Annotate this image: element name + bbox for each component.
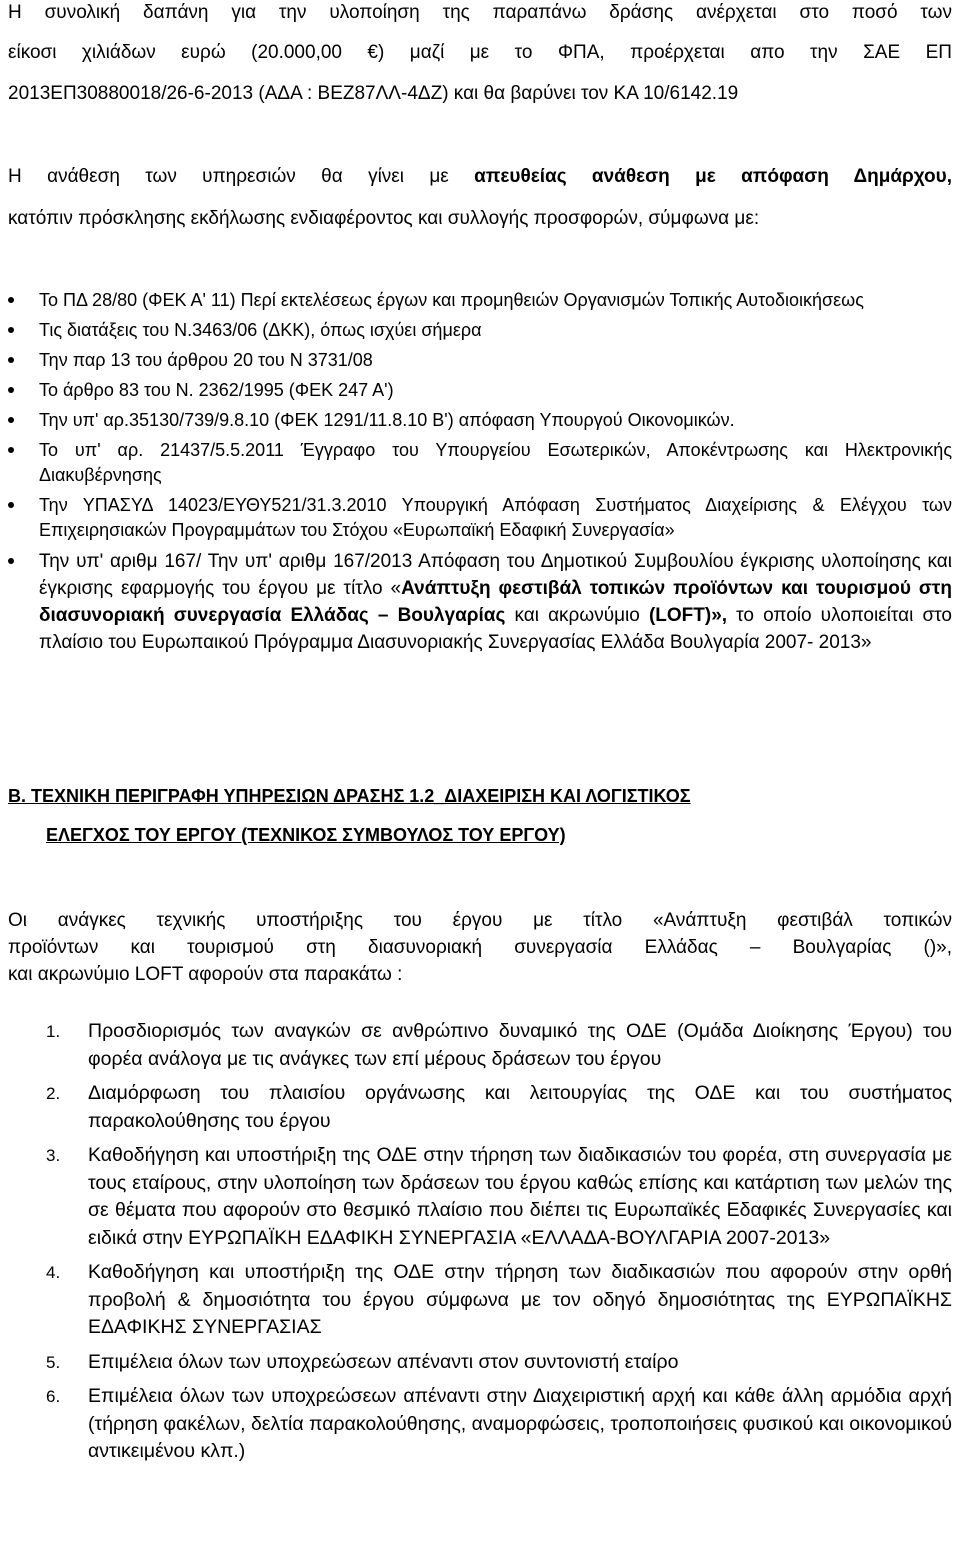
list-number: 1. [46, 1022, 61, 1041]
bullet-icon [8, 357, 14, 363]
list-item [0, 1259, 952, 1342]
list-item [0, 1349, 952, 1377]
list-number: 6. [46, 1387, 61, 1406]
bullet-icon [8, 447, 14, 453]
intro-line-2: είκοσι χιλιάδων ευρώ (20.000,00 €) μαζί με το ΦΠΑ, προέρχεται απο την ΣΑΕ ΕΠ [8, 42, 952, 63]
list-number: 5. [46, 1352, 61, 1372]
legal-last-part2: και ακρωνύμιο [505, 605, 649, 626]
list-item-text: Διαμόρφωση του πλαισίου οργάνωσης και λειτουργίας της ΟΔΕ και του συστήματος παρακολούθησης του έργου [88, 1082, 952, 1132]
bullet-icon [8, 297, 14, 303]
list-item [8, 408, 952, 433]
list-item [0, 1383, 952, 1466]
needs-intro-line-1: Οι ανάγκες τεχνικής υποστήριξης του έργου με τίτλο «Ανάπτυξη φεστιβάλ τοπικών [8, 910, 952, 931]
list-item-text: Το υπ' αρ. 21437/5.5.2011 Έγγραφο του Υπουργείου Εσωτερικών, Αποκέντρωσης και Ηλεκτρονικής Διακυβέρνησης [39, 440, 952, 485]
list-item-text: Τις διατάξεις του Ν.3463/06 (ΔΚΚ), όπως ισχύει σήμερα [39, 320, 482, 340]
bullet-icon [8, 558, 14, 564]
legal-last-part3: το οποίο υλοποιείται στο πλαίσιο του Ευρωπαικού Πρόγραμμα Διασυνοριακής Συνεργασίας Ελλάδα Βουλγαρία 2007- 2013» [39, 605, 952, 653]
section-heading-line-2: ΕΛΕΓΧΟΣ ΤΟΥ ΕΡΓΟΥ (ΤΕΧΝΙΚΟΣ ΣΥΜΒΟΥΛΟΣ ΤΟΥ ΕΡΓΟΥ) [46, 825, 566, 845]
legal-last-part1: Την υπ' αριθμ 167/ Την υπ' αριθμ 167/2013 Απόφαση του Δημοτικού Συμβουλίου έγκρισης υλοποίησης και έγκρισης εφαρμογής του έργου με τίτλο « [39, 551, 952, 599]
bullet-icon [8, 387, 14, 393]
list-item-text: Την ΥΠΑΣΥΔ 14023/ΕΥΘΥ521/31.3.2010 Υπουργική Απόφαση Συστήματος Διαχείρισης & Ελέγχου των Επιχειρησιακών Προγραμμάτων του Στόχου «Ευρωπαϊκή Εδαφική Συνεργασία» [39, 495, 952, 540]
assignment-bold: απευθείας ανάθεση με απόφαση Δημάρχου, [474, 166, 952, 187]
list-item-text: Την παρ 13 του άρθρου 20 του Ν 3731/08 [39, 350, 373, 370]
assignment-line-1 [8, 164, 952, 191]
bullet-icon [8, 502, 14, 508]
list-item-text: Το άρθρο 83 του Ν. 2362/1995 (ΦΕΚ 247 Α') [39, 380, 394, 400]
list-item-text: Το ΠΔ 28/80 (ΦΕΚ Α' 11) Περί εκτελέσεως έργων και προμηθειών Οργανισμών Τοπικής Αυτοδιοικήσεως [39, 290, 864, 310]
list-number: 3. [46, 1146, 61, 1165]
intro-line-3: 2013ΕΠ30880018/26-6-2013 (ΑΔΑ : ΒΕΖ87ΛΛ-4ΔΖ) και θα βαρύνει τον ΚΑ 10/6142.19 [8, 83, 739, 104]
intro-line-1: Η συνολική δαπάνη για την υλοποίηση της παραπάνω δράσης ανέρχεται στο ποσό των [8, 2, 952, 23]
list-item-text: Επιμέλεια όλων των υποχρεώσεων απέναντι στην Διαχειριστική αρχή και κάθε άλλη αρμόδια αρχή (τήρηση φακέλων, δελτία παρακολούθησης, αναμορφώσεις, τροποποιήσεις φυσικού και οικονομικού αντικειμένου κλπ.) [88, 1385, 952, 1462]
legal-basis-list [8, 288, 952, 661]
list-item-text: Την υπ' αρ.35130/739/9.8.10 (ΦΕΚ 1291/11.8.10 Β') απόφαση Υπουργού Οικονομικών. [39, 410, 735, 430]
list-item-text: Προσδιορισμός των αναγκών σε ανθρώπινο δυναμικό της ΟΔΕ (Ομάδα Διοίκησης Έργου) του φορέα ανάλογα με τις ανάγκες των επί μέρους δράσεων του έργου [88, 1020, 952, 1070]
list-item-text: Επιμέλεια όλων των υποχρεώσεων απέναντι στον συντονιστή εταίρο [88, 1350, 679, 1373]
list-item [8, 288, 952, 313]
list-item [0, 1018, 952, 1073]
list-item [8, 318, 952, 343]
list-number: 2. [46, 1084, 61, 1103]
section-heading-line-1: Β. ΤΕΧΝΙΚΗ ΠΕΡΙΓΡΑΦΗ ΥΠΗΡΕΣΙΩΝ ΔΡΑΣΗΣ 1.2_ΔΙΑΧΕΙΡΙΣΗ ΚΑΙ ΛΟΓΙΣΤΙΚΟΣ [8, 786, 691, 806]
list-number: 4. [46, 1263, 61, 1282]
needs-list [0, 1018, 952, 1473]
needs-intro-line-2: προϊόντων και τουρισμού στη διασυνοριακή συνεργασία Ελλάδας – Βουλγαρίας ()», [8, 937, 952, 958]
list-item-text: Καθοδήγηση και υποστήριξη της ΟΔΕ στην τήρηση των διαδικασιών που αφορούν στην ορθή προβολή & δημοσιότητα του έργου σύμφωνα με τον οδηγό δημοσιότητας της ΕΥΡΩΠΑΪΚΗΣ ΕΔΑΦΙΚΗΣ ΣΥΝΕΡΓΑΣΙΑΣ [88, 1261, 952, 1338]
bullet-icon [8, 327, 14, 333]
list-item [0, 1080, 952, 1135]
assignment-prefix: Η ανάθεση των υπηρεσιών θα γίνει με [8, 166, 475, 187]
list-item-text: Καθοδήγηση και υποστήριξη της ΟΔΕ στην τήρηση των διαδικασιών του φορέα, στη συνεργασία με τους εταίρους, στην υλοποίηση των δράσεων του έργου καθώς επίσης και κατάρτιση των μελών της σε θέματα που αφορούν στο θεσμικό πλαίσιο που διέπει τις Ευρωπαϊκές Εδαφικές Συνεργασίες και ειδικά στην ΕΥΡΩΠΑΪΚΗ ΕΔΑΦΙΚΗ ΣΥΝΕΡΓΑΣΙΑ «ΕΛΛΑΔΑ-ΒΟΥΛΓΑΡΙΑ 2007-2013» [88, 1144, 952, 1249]
list-item [8, 378, 952, 403]
list-item [8, 548, 952, 656]
list-item [8, 348, 952, 373]
legal-last-bold1: Ανάπτυξη φεστιβάλ τοπικών προϊόντων και τουρισμού στη διασυνοριακή συνεργασία Ελλάδας – Βουλγαρίας [39, 578, 952, 626]
assignment-line-2: κατόπιν πρόσκλησης εκδήλωσης ενδιαφέροντος και συλλογής προσφορών, σύμφωνα με: [8, 208, 760, 229]
bullet-icon [8, 417, 14, 423]
needs-intro-line-3: και ακρωνύμιο LOFT αφορούν στα παρακάτω : [8, 964, 403, 985]
list-item [8, 493, 952, 543]
list-item [0, 1142, 952, 1252]
list-item [8, 438, 952, 488]
legal-last-bold2: (LOFT)», [648, 605, 728, 626]
